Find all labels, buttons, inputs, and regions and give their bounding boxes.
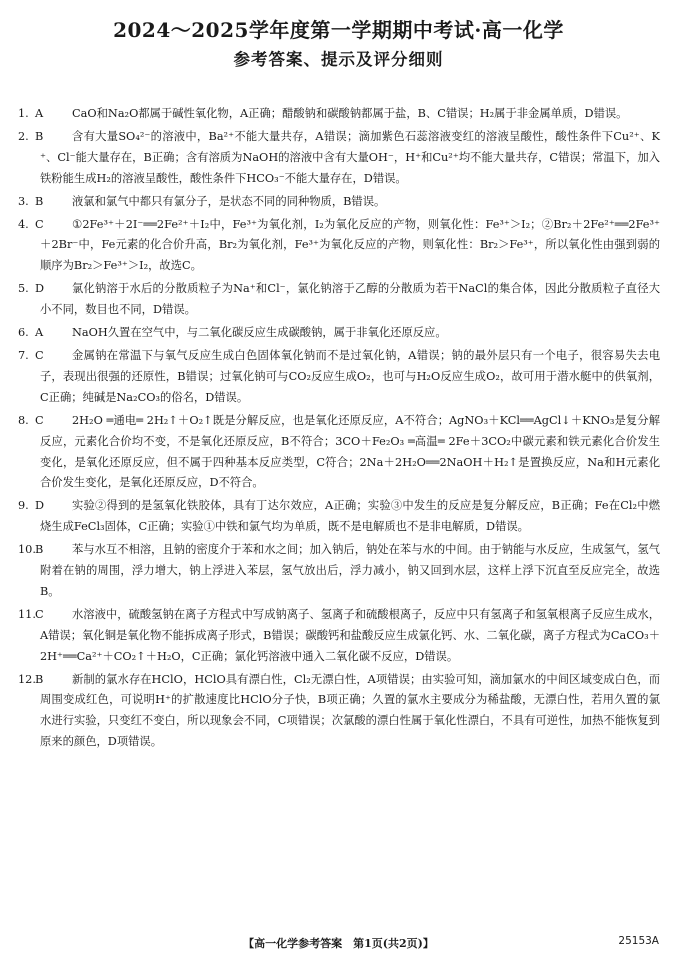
answer-letter: B (35, 194, 44, 208)
answer-item-head (18, 127, 43, 148)
answer-explanation: 苯与水互不相溶，且钠的密度介于苯和水之间；加入钠后，钠处在苯与水的中间。由于钠能与水反应，生成氢气，氢气附着在钠的周围，浮力增大，钠上浮进入苯层，氢气放出后，浮力减小，钠又回到水层，这样上浮下沉直至反应完全，故选B。 (40, 543, 660, 598)
answer-explanation: 氯化钠溶于水后的分散质粒子为Na⁺和Cl⁻，氯化钠溶于乙醇的分散质为若干NaCl的集合体，因此分散质粒子直径大小不同，数目也不同，D错误。 (40, 282, 660, 317)
answer-letter: C (35, 607, 44, 621)
question-number: 8. (18, 413, 29, 427)
answer-letter: C (35, 413, 44, 427)
answer-letter: C (35, 217, 44, 231)
answer-item-head (18, 215, 44, 236)
answer-letter: B (35, 129, 44, 143)
answer-item (18, 323, 660, 344)
page-subtitle: 参考答案、提示及评分细则 (233, 50, 444, 69)
answer-item-head (18, 411, 44, 432)
answer-item-head (18, 192, 43, 213)
answer-item-head (18, 346, 44, 367)
answer-item (18, 411, 660, 495)
question-number: 2. (18, 129, 29, 143)
answer-explanation: NaOH久置在空气中，与二氧化碳反应生成碳酸钠，属于非氧化还原反应。 (72, 326, 447, 340)
question-number: 6. (18, 326, 29, 340)
question-number: 5. (18, 282, 29, 296)
question-number: 3. (18, 194, 29, 208)
answer-item (18, 192, 660, 213)
answer-item (18, 540, 660, 603)
page-title: 2024～2025学年度第一学期期中考试·高一化学 (113, 18, 564, 42)
answer-item-head (18, 104, 43, 125)
answer-explanation: CaO和Na₂O都属于碱性氧化物，A正确；醋酸钠和碳酸钠都属于盐，B、C错误；H₂属于非金属单质，D错误。 (72, 107, 628, 120)
answer-letter: D (35, 499, 45, 513)
answer-item (18, 279, 660, 321)
question-number: 10. (18, 543, 36, 557)
answer-letter: A (35, 107, 44, 120)
question-number: 12. (18, 672, 36, 686)
answer-explanation: 液氯和氯气中都只有氯分子，是状态不同的同种物质，B错误。 (72, 194, 386, 208)
answer-letter: B (35, 672, 44, 686)
answer-item (18, 346, 660, 409)
question-number: 11. (18, 607, 36, 621)
question-number: 7. (18, 348, 29, 362)
answer-letter: A (35, 326, 44, 340)
question-number: 1. (18, 107, 29, 120)
answer-explanation: 水溶液中，硫酸氢钠在离子方程式中写成钠离子、氢离子和硫酸根离子，反应中只有氢离子和氢氧根离子反应生成水，A错误；氧化铜是氧化物不能拆成离子形式，B错误；碳酸钙和盐酸反应生成氯化钙、水、二氧化碳，离子方程式为CaCO₃＋2H⁺══Ca²⁺＋CO₂↑＋H₂O，C正确；氯化钙溶液中通入二氧化碳不反应，D错误。 (40, 607, 660, 663)
answer-item-head (18, 323, 43, 344)
answer-letter: D (35, 282, 45, 296)
footer-page-label: 【高一化学参考答案 第1页(共2页)】 (243, 937, 434, 950)
answer-letter: C (35, 348, 44, 362)
answer-item (18, 104, 660, 125)
answer-explanation: 实验②得到的是氢氧化铁胶体，具有丁达尔效应，A正确；实验③中发生的反应是复分解反应，B正确；Fe在Cl₂中燃烧生成FeCl₃固体，C正确；实验①中铁和氯气均为单质，既不是电解质也不是非电解质，D错误。 (40, 499, 660, 534)
answer-letter: B (35, 543, 44, 557)
page-footer (0, 935, 677, 955)
answer-list (18, 104, 660, 755)
answer-item-head (18, 670, 43, 691)
answer-item-head (18, 496, 44, 517)
footer-code: 25153A (618, 935, 659, 947)
answer-item (18, 127, 660, 190)
question-number: 4. (18, 217, 29, 231)
answer-item-head (18, 540, 43, 561)
answer-explanation: 含有大量SO₄²⁻的溶液中，Ba²⁺不能大量共存，A错误；滴加紫色石蕊溶液变红的溶液呈酸性，酸性条件下Cu²⁺、K⁺、Cl⁻能大量存在，B正确；含有溶质为NaOH的溶液中含有大量OH⁻，H⁺和Cu²⁺均不能大量共存，C错误；常温下，加入铁粉能生成H₂的溶液呈酸性，酸性条件下HCO₃⁻不能大量存在，D错误。 (40, 129, 660, 185)
answer-explanation: 新制的氯水存在HClO，HClO具有漂白性，Cl₂无漂白性，A项错误；由实验可知，滴加氯水的中间区域变成白色，而周围变成红色，可说明H⁺的扩散速度比HClO分子快，B项正确；久置的氯水主要成分为稀盐酸，无漂白性，若用久置的氯水进行实验，只变红不变白，所以现象会不同，C项错误；次氯酸的漂白性属于氧化性漂白，不具有可逆性，加热不能恢复到原来的颜色，D项错误。 (40, 672, 660, 749)
answer-explanation: 2H₂O ═通电═ 2H₂↑＋O₂↑既是分解反应，也是氧化还原反应，A不符合；AgNO₃＋KCl══AgCl↓＋KNO₃是复分解反应，元素化合价均不变，不是氧化还原反应，B不符合；3CO＋Fe₂O₃ ═高温═ 2Fe＋3CO₂中碳元素和铁元素化合价发生变化，是氧化还原反应，但不属于四种基本反应类型，C符合；2Na＋2H₂O══2NaOH＋H₂↑是置换反应，Na和H元素化合价发生变化，是氧化还原反应，D不符合。 (40, 413, 660, 490)
answer-item (18, 605, 660, 668)
answer-item (18, 215, 660, 278)
question-number: 9. (18, 499, 29, 513)
answer-item-head (18, 279, 44, 300)
answer-item (18, 670, 660, 754)
answer-item (18, 496, 660, 538)
answer-explanation: ①2Fe³⁺＋2I⁻══2Fe²⁺＋I₂中，Fe³⁺为氧化剂，I₂为氧化反应的产物，则氧化性：Fe³⁺＞I₂；②Br₂＋2Fe²⁺══2Fe³⁺＋2Br⁻中，Fe元素的化合价升高，Br₂为氧化剂，Fe³⁺为氧化反应的产物，则氧化性：Br₂＞Fe³⁺，所以氧化性由强到弱的顺序为Br₂＞Fe³⁺＞I₂，故选C。 (40, 217, 660, 273)
answer-item-head (18, 605, 44, 626)
answer-explanation: 金属钠在常温下与氧气反应生成白色固体氧化钠而不是过氧化钠，A错误；钠的最外层只有一个电子，很容易失去电子，表现出很强的还原性，B错误；过氧化钠可与CO₂反应生成O₂，也可与H₂O反应生成O₂，故可用于潜水艇中的供氧剂，C正确；纯碱是Na₂CO₃的俗名，D错误。 (40, 348, 660, 404)
